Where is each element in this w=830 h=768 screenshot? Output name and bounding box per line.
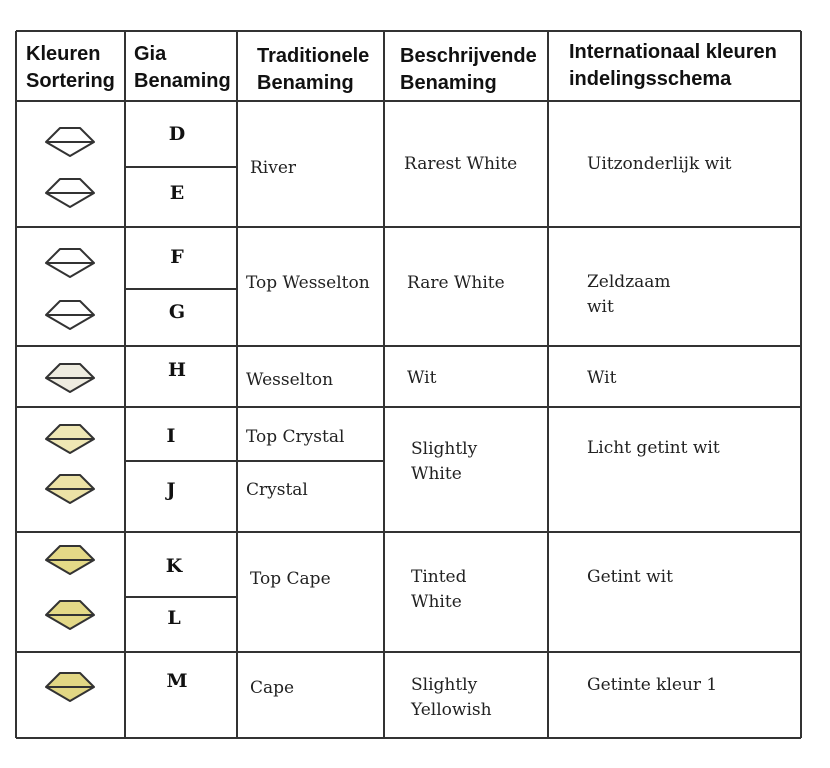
traditional-name: Crystal xyxy=(246,480,308,500)
gia-grade: L xyxy=(167,607,181,629)
traditional-name: Wesselton xyxy=(246,370,334,390)
header-beschrijvende-benaming: Beschrijvende Benaming xyxy=(400,45,537,94)
international-name: Wit xyxy=(587,368,617,388)
diamond-icon xyxy=(44,247,96,279)
descriptive-name: Rare White xyxy=(407,273,505,293)
gia-grade: F xyxy=(170,246,184,268)
diamond-icon xyxy=(44,362,96,394)
traditional-name: Cape xyxy=(250,678,295,698)
gia-grade: D xyxy=(168,123,186,145)
descriptive-name: Tinted White xyxy=(411,567,467,612)
diamond-icon xyxy=(44,473,96,505)
international-name: Licht getint wit xyxy=(587,438,720,458)
gia-grade: G xyxy=(168,301,186,323)
gia-grade: E xyxy=(169,182,185,204)
header-traditionele-benaming: Traditionele Benaming xyxy=(257,45,370,94)
international-name: Uitzonderlijk wit xyxy=(587,154,732,174)
descriptive-name: Slightly White xyxy=(411,439,478,484)
traditional-name: Top Wesselton xyxy=(246,273,370,293)
diamond-icon xyxy=(44,671,96,703)
header-kleuren-sortering: Kleuren Sortering xyxy=(26,43,115,92)
traditional-name: Top Crystal xyxy=(246,427,345,447)
international-name: Zeldzaam wit xyxy=(587,272,671,317)
diamond-icon xyxy=(44,299,96,331)
header-internationaal-schema: Internationaal kleuren indelingsschema xyxy=(569,41,777,90)
diamond-icon xyxy=(44,126,96,158)
header-gia-benaming: Gia Benaming xyxy=(134,43,231,92)
diamond-icon xyxy=(44,423,96,455)
diamond-icon xyxy=(44,544,96,576)
gia-grade: J xyxy=(166,479,176,501)
international-name: Getint wit xyxy=(587,567,673,587)
international-name: Getinte kleur 1 xyxy=(587,675,718,695)
gia-grade: K xyxy=(165,555,183,577)
descriptive-name: Wit xyxy=(407,368,437,388)
gia-grade: M xyxy=(166,670,188,692)
descriptive-name: Rarest White xyxy=(404,154,518,174)
traditional-name: River xyxy=(250,158,297,178)
diamond-icon xyxy=(44,599,96,631)
gia-grade: H xyxy=(168,359,186,381)
descriptive-name: Slightly Yellowish xyxy=(411,675,492,720)
gia-grade: I xyxy=(166,425,176,447)
diamond-icon xyxy=(44,177,96,209)
traditional-name: Top Cape xyxy=(250,569,331,589)
